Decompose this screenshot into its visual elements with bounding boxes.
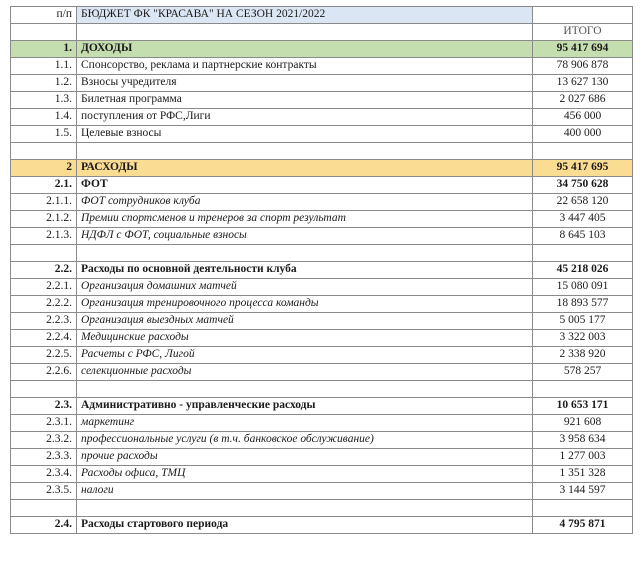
item-name: Спонсорство, реклама и партнерские контракты [77, 58, 533, 75]
item-number: 2.3.5. [11, 483, 77, 500]
blank-row [11, 381, 633, 398]
item-number: 1.3. [11, 92, 77, 109]
group-total: 45 218 026 [533, 262, 633, 279]
item-value: 1 351 328 [533, 466, 633, 483]
item-name: прочие расходы [77, 449, 533, 466]
item-name: поступления от РФС,Лиги [77, 109, 533, 126]
blank-cell [533, 143, 633, 160]
item-value: 3 144 597 [533, 483, 633, 500]
blank-cell [77, 143, 533, 160]
group-total: 4 795 871 [533, 517, 633, 534]
income-number: 1. [11, 41, 77, 58]
income-item-row [11, 109, 633, 126]
item-number: 2.3.1. [11, 415, 77, 432]
item-name: Целевые взносы [77, 126, 533, 143]
item-number: 2.2.4. [11, 330, 77, 347]
expense-group-row [11, 517, 633, 534]
item-value: 2 338 920 [533, 347, 633, 364]
blank-cell [77, 245, 533, 262]
income-header-row [11, 41, 633, 58]
item-name: Билетная программа [77, 92, 533, 109]
item-name: Организация домашних матчей [77, 279, 533, 296]
total-column-blank [533, 7, 633, 24]
blank-cell [11, 245, 77, 262]
item-name: Организация выездных матчей [77, 313, 533, 330]
item-value: 78 906 878 [533, 58, 633, 75]
expense-item-row [11, 432, 633, 449]
item-number: 2.2.6. [11, 364, 77, 381]
item-number: 2.1.1. [11, 194, 77, 211]
income-item-row [11, 58, 633, 75]
item-value: 1 277 003 [533, 449, 633, 466]
item-value: 2 027 686 [533, 92, 633, 109]
group-number: 2.2. [11, 262, 77, 279]
expense-item-row [11, 364, 633, 381]
group-number: 2.3. [11, 398, 77, 415]
item-value: 578 257 [533, 364, 633, 381]
item-name: Медицинские расходы [77, 330, 533, 347]
item-number: 1.4. [11, 109, 77, 126]
expense-item-row [11, 466, 633, 483]
total-header: ИТОГО [533, 24, 633, 41]
budget-table [10, 6, 633, 534]
blank-cell [77, 500, 533, 517]
blank-cell [533, 500, 633, 517]
expenses-title: РАСХОДЫ [77, 160, 533, 177]
item-name: Премии спортсменов и тренеров за спорт результат [77, 211, 533, 228]
item-number: 2.2.5. [11, 347, 77, 364]
item-number: 2.2.1. [11, 279, 77, 296]
income-item-row [11, 75, 633, 92]
item-name: Расчеты с РФС, Лигой [77, 347, 533, 364]
expense-item-row [11, 483, 633, 500]
group-name: Административно - управленческие расходы [77, 398, 533, 415]
blank-cell [11, 381, 77, 398]
expense-item-row [11, 279, 633, 296]
item-number: 2.3.3. [11, 449, 77, 466]
item-number: 2.2.3. [11, 313, 77, 330]
group-total: 34 750 628 [533, 177, 633, 194]
blank-row [11, 500, 633, 517]
group-name: Расходы по основной деятельности клуба [77, 262, 533, 279]
blank-row [11, 143, 633, 160]
item-name: Взносы учредителя [77, 75, 533, 92]
item-name: Расходы офиса, ТМЦ [77, 466, 533, 483]
expense-item-row [11, 449, 633, 466]
group-number: 2.1. [11, 177, 77, 194]
item-number: 1.5. [11, 126, 77, 143]
group-name: ФОТ [77, 177, 533, 194]
blank-cell [533, 245, 633, 262]
expense-item-row [11, 211, 633, 228]
item-value: 13 627 130 [533, 75, 633, 92]
title-row [11, 7, 633, 24]
item-value: 5 005 177 [533, 313, 633, 330]
blank-row [11, 245, 633, 262]
item-name: Организация тренировочного процесса команды [77, 296, 533, 313]
expense-group-row [11, 262, 633, 279]
item-value: 3 322 003 [533, 330, 633, 347]
blank-cell [11, 24, 77, 41]
expense-item-row [11, 296, 633, 313]
expense-group-row [11, 398, 633, 415]
item-value: 921 608 [533, 415, 633, 432]
expense-item-row [11, 194, 633, 211]
blank-cell [77, 381, 533, 398]
item-name: профессиональные услуги (в т.ч. банковское обслуживание) [77, 432, 533, 449]
item-name: маркетинг [77, 415, 533, 432]
income-total: 95 417 694 [533, 41, 633, 58]
number-header: п/п [11, 7, 77, 24]
group-total: 10 653 171 [533, 398, 633, 415]
blank-cell [533, 381, 633, 398]
expense-item-row [11, 347, 633, 364]
item-value: 22 658 120 [533, 194, 633, 211]
item-name: налоги [77, 483, 533, 500]
income-item-row [11, 92, 633, 109]
group-number: 2.4. [11, 517, 77, 534]
expenses-header-row [11, 160, 633, 177]
budget-table-body [11, 7, 633, 534]
item-value: 3 958 634 [533, 432, 633, 449]
expense-item-row [11, 313, 633, 330]
expenses-number: 2 [11, 160, 77, 177]
item-number: 2.2.2. [11, 296, 77, 313]
item-value: 18 893 577 [533, 296, 633, 313]
income-item-row [11, 126, 633, 143]
expense-item-row [11, 330, 633, 347]
expenses-total: 95 417 695 [533, 160, 633, 177]
expense-item-row [11, 415, 633, 432]
item-value: 3 447 405 [533, 211, 633, 228]
expense-group-row [11, 177, 633, 194]
blank-cell [77, 24, 533, 41]
group-name: Расходы стартового периода [77, 517, 533, 534]
item-number: 1.1. [11, 58, 77, 75]
item-name: селекционные расходы [77, 364, 533, 381]
item-value: 400 000 [533, 126, 633, 143]
item-value: 456 000 [533, 109, 633, 126]
item-number: 2.1.3. [11, 228, 77, 245]
item-number: 2.1.2. [11, 211, 77, 228]
item-number: 2.3.2. [11, 432, 77, 449]
item-number: 2.3.4. [11, 466, 77, 483]
blank-cell [11, 143, 77, 160]
item-number: 1.2. [11, 75, 77, 92]
blank-cell [11, 500, 77, 517]
budget-title: БЮДЖЕТ ФК "КРАСАВА" НА СЕЗОН 2021/2022 [77, 7, 533, 24]
total-header-row [11, 24, 633, 41]
item-name: НДФЛ с ФОТ, социальные взносы [77, 228, 533, 245]
income-title: ДОХОДЫ [77, 41, 533, 58]
item-value: 15 080 091 [533, 279, 633, 296]
expense-item-row [11, 228, 633, 245]
item-value: 8 645 103 [533, 228, 633, 245]
item-name: ФОТ сотрудников клуба [77, 194, 533, 211]
